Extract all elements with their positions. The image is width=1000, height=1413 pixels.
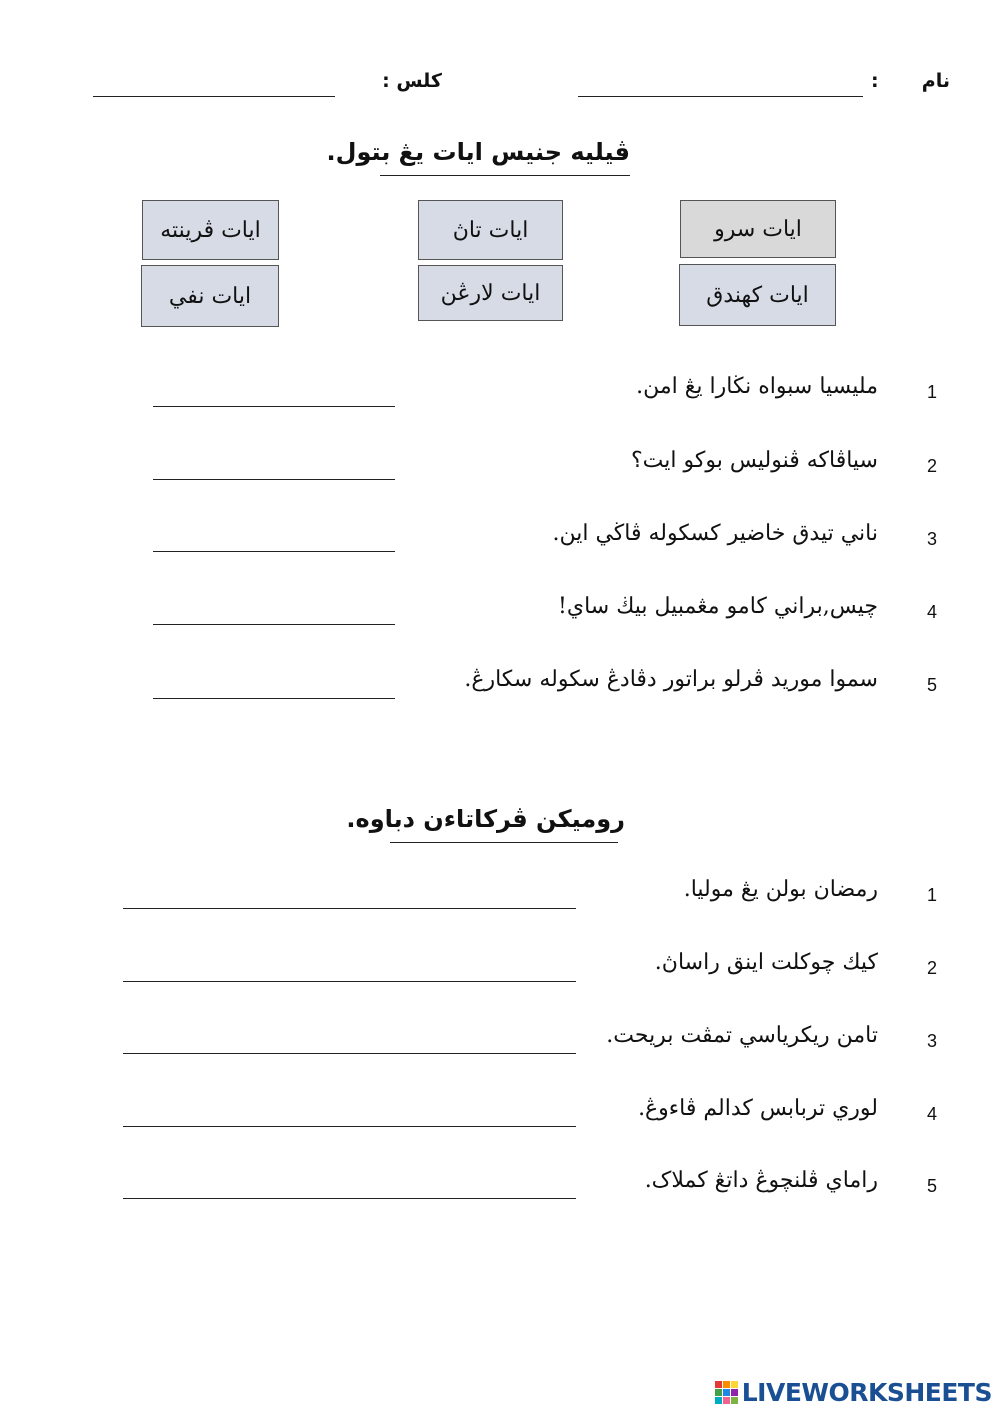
name-colon: : — [871, 70, 879, 92]
logo-block — [723, 1389, 730, 1396]
s1-q1-number: 1 — [926, 382, 937, 402]
option-ayat-seru[interactable]: ايات سرو — [680, 200, 836, 258]
s1-q2-number: 2 — [926, 456, 937, 476]
s1-q5-number: 5 — [926, 675, 937, 695]
logo-block — [723, 1381, 730, 1388]
s2-q2-text: كيك چوكلت اينق راساڽ. — [654, 950, 878, 975]
s1-q5-answer[interactable] — [153, 672, 395, 699]
s2-q4-number: 4 — [926, 1104, 937, 1124]
logo-block — [731, 1397, 738, 1404]
logo-block — [731, 1381, 738, 1388]
name-label: نام — [921, 70, 950, 92]
s2-q4-answer[interactable] — [123, 1100, 576, 1127]
s1-q3-text: ناني تيدق خاضير كسكوله ڤاڬي اين. — [552, 521, 878, 546]
logo-block — [715, 1381, 722, 1388]
s2-q1-answer[interactable] — [123, 882, 576, 909]
class-label: كلس : — [382, 70, 442, 92]
option-ayat-perintah[interactable]: ايات ڤرينته — [142, 200, 279, 260]
logo-blocks-icon — [715, 1381, 738, 1404]
brand-name: LIVEWORKSHEETS — [741, 1378, 992, 1407]
s2-q5-answer[interactable] — [123, 1172, 576, 1199]
s2-q3-number: 3 — [926, 1031, 937, 1051]
s1-q5-text: سموا موريد ڤرلو براتور دڤادڠ سكوله سكارڠ. — [464, 667, 878, 692]
s1-q1-answer[interactable] — [153, 380, 395, 407]
logo-block — [723, 1397, 730, 1404]
option-ayat-nafi[interactable]: ايات نفي — [141, 265, 279, 327]
section2-title-underline — [390, 842, 618, 843]
s1-q2-text: سياڤاكه ڤنوليس بوكو ايت؟ — [631, 448, 878, 473]
liveworksheets-logo — [715, 1378, 992, 1407]
s2-q3-text: تامن ريكرياسي تمڤت بريحت. — [606, 1023, 878, 1048]
s2-q1-number: 1 — [926, 885, 937, 905]
s2-q4-text: لوري تربابس كدالم ڤاءوڠ. — [638, 1096, 878, 1121]
s2-q3-answer[interactable] — [123, 1027, 576, 1054]
section1-title: ڤيليه جنيس ايات يڠ بتول. — [326, 138, 630, 166]
s2-q5-number: 5 — [926, 1176, 937, 1196]
s1-q3-answer[interactable] — [153, 525, 395, 552]
option-ayat-larangan[interactable]: ايات لارڠن — [418, 265, 563, 321]
name-input[interactable] — [578, 70, 863, 97]
s1-q4-number: 4 — [926, 602, 937, 622]
s2-q2-number: 2 — [926, 958, 937, 978]
section1-title-underline — [380, 175, 630, 176]
s1-q2-answer[interactable] — [153, 453, 395, 480]
logo-block — [731, 1389, 738, 1396]
s2-q2-answer[interactable] — [123, 955, 576, 982]
logo-block — [715, 1389, 722, 1396]
class-input[interactable] — [93, 70, 335, 97]
s1-q4-answer[interactable] — [153, 598, 395, 625]
s1-q1-text: مليسيا سبواه نڬارا يڠ امن. — [636, 374, 878, 399]
option-ayat-tanya[interactable]: ايات تاڽ — [418, 200, 563, 260]
option-ayat-kehendak[interactable]: ايات كهندق — [679, 264, 836, 326]
logo-block — [715, 1397, 722, 1404]
section2-title: روميكن ڤركاتاءن دباوه. — [346, 805, 625, 833]
s2-q5-text: راماي ڤلنچوڠ داتڠ كملاک. — [644, 1168, 878, 1193]
s1-q3-number: 3 — [926, 529, 937, 549]
s1-q4-text: چيس,براني كامو مڠمبيل بيڬ ساي! — [558, 594, 878, 619]
s2-q1-text: رمضان بولن يڠ موليا. — [683, 877, 878, 902]
